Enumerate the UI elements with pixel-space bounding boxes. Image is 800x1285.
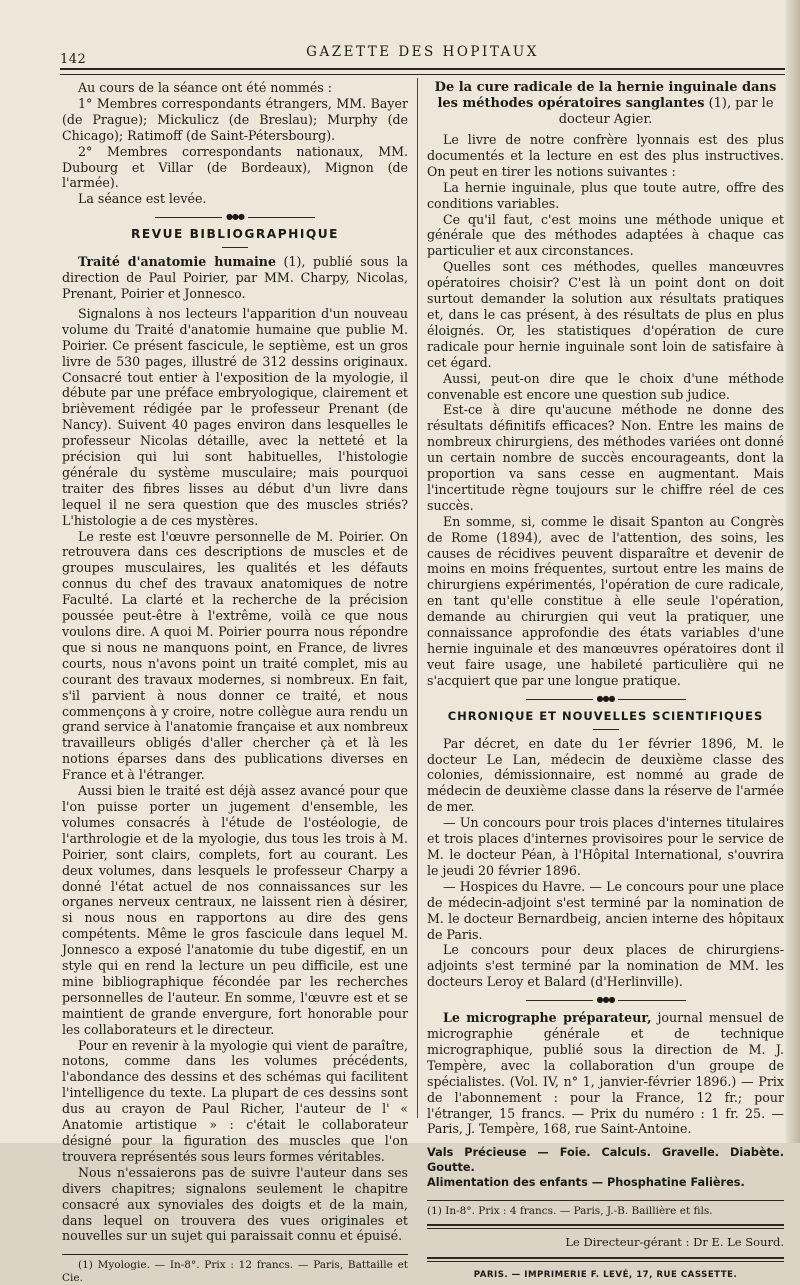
intro-line: Au cours de la séance ont été nommés : (78, 80, 333, 95)
footnote-rule (62, 1254, 408, 1255)
paragraph: Nous n'essaierons pas de suivre l'auteur dans ses divers chapitres; signalons seulement le chapitre consacré aux synoviales des doigts et de la main, dans lequel on trouvera des vues originales et nouvelles sur un sujet qui paraissait connu et épuisé. (62, 1164, 408, 1244)
column-divider (417, 78, 418, 1118)
ornament-divider: ●●● (526, 695, 686, 703)
paragraph: Pour en revenir à la myologie qui vient de paraître, notons, comme dans les volumes précédents, l'abondance des dessins et des schémas qui facilitent l'intelligence du texte. La plupart de ces dessins sont dus au crayon de Paul Richer, l'auteur de l' « Anatomie artistique » : c'était le collaborateur désigné pour la figuration des muscles que l'on trouvera représentés sous leurs formes véritables. (62, 1037, 408, 1164)
news-item: — Hospices du Havre. — Le concours pour une place de médecin-adjoint s'est terminé par la nomination de M. le docteur Bernardbeig, ancien interne des hôpitaux de Paris. (427, 878, 784, 942)
micrographe-text: journal mensuel de micrographie générale et de technique micrographique, publié sous la direction de M. J. Tempère, avec la collaboration d'un groupe de spécialistes. (Vol. IV, n° 1, janvier-février 1896.) — Prix de l'abonnement : pour la France, 12 fr.; pour l'étranger, 15 francs. — Prix du numéro : 1 fr. 25. — Paris, J. Tempère, 168, rue Saint-Antoine. (427, 1010, 784, 1137)
page-number: 142 (60, 52, 87, 67)
paragraph: En somme, si, comme le disait Spanton au Congrès de Rome (1894), avec de l'attention, des soins, les causes de récidives peuvent disparaître et devenir de moins en moins fréquentes, surtout entre les mains de chirurgiens expérimentés, l'opération de cure radicale, en tant qu'elle constitue à elle seule l'opération, demande au chirurgien qui veut la pratiquer, une connaissance approfondie des états variables d'une hernie inguinale et des manœuvres opératoires dont il veut faire usage, une habileté particulière qui ne s'acquiert que par une longue pratique. (427, 513, 784, 688)
footer-rule (427, 1224, 784, 1229)
article-title-rest: (1), publié sous la direction de Paul Poirier, par MM. Charpy, Nicolas, Prenant, Poirier et Jonnesco. (62, 254, 408, 301)
ornament-divider: ●●● (526, 996, 686, 1004)
right-column (427, 80, 784, 1281)
news-item: Par décret, en date du 1er février 1896, M. le docteur Le Lan, médecin de deuxième classe des colonies, démissionnaire, est nommé au grade de médecin de deuxième classe dans la réserve de l'armée de mer. (427, 735, 784, 815)
ad-line-alimentation: Alimentation des enfants — Phosphatine Falières. (427, 1176, 745, 1190)
news-item: — Un concours pour trois places d'internes titulaires et trois places d'internes provisoires pour le service de M. le docteur Péan, à l'Hôpital International, s'ouvrira le jeudi 20 février 1896. (427, 815, 784, 878)
article-title-rest-right: (1), par le docteur Agier. (558, 96, 774, 127)
intro-line: La séance est levée. (78, 191, 207, 207)
paragraph: Aussi, peut-on dire que le choix d'une méthode convenable est encore une question sub judice. (427, 370, 784, 402)
micrographe-title: Le micrographe préparateur, (443, 1010, 652, 1026)
intro-line: 2° Membres correspondants nationaux, MM. Dubourg et Villar (de Bordeaux), Mignon (de l'armée). (62, 143, 408, 191)
article-heading (62, 254, 408, 302)
news-item: Le concours pour deux places de chirurgiens-adjoints s'est terminé par la nomination de MM. les docteurs Leroy et Balard (d'Herlinville). (427, 942, 784, 990)
section-title-chronique: CHRONIQUE ET NOUVELLES SCIENTIFIQUES (447, 708, 764, 723)
paragraph: Aussi bien le traité est déjà assez avancé pour que l'on puisse porter un jugement d'ensemble, les volumes consacrés à l'étude de l'ostéologie, de l'arthrologie et de la myologie, dus tous les trois à M. Poirier, sont clairs, complets, fort au courant. Les deux volumes, dans lesquels le professeur Charpy a donné l'état actuel de nos connaissances sur les organes nerveux centraux, ne laissent rien à désirer, si nous nous en rapportons au dire des gens compétents. Même le gros fascicule dans lequel M. Jonnesco a exposé l'anatomie du tube digestif, en un style qui en rend la lecture un peu difficile, est une mine bibliographique fécondée par les recherches personnelles de l'auteur. En somme, l'œuvre est et se maintient de grande envergure, fort honorable pour les collaborateurs et le directeur. (62, 783, 408, 1037)
journal-title: GAZETTE DES HOPITAUX (306, 44, 539, 60)
article-heading-right (427, 80, 784, 128)
paragraph: La hernie inguinale, plus que toute autre, offre des conditions variables. (427, 179, 784, 211)
footnote: (1) Myologie. — In-8°. Prix : 12 francs. — Paris, Battaille et Cie. (62, 1259, 408, 1285)
paragraph: Le reste est l'œuvre personnelle de M. Poirier. On retrouvera dans ces descriptions de muscles et de groupes musculaires, les qualités et les défauts connus du chef des travaux anatomiques de notre Faculté. La clarté et la recherche de la précision poussée peut-être à l'extrême, voilà ce que nous voulons dire. A quoi M. Poirier pourra nous répondre que si nous ne manquons point, en France, de livres courts, nous n'avons point un traité complet, mis au courant des travaux modernes, si nombreux. En fait, s'il parvient à nous donner ce traité, et nous commençons à y croire, notre collègue aura rendu un grand service à l'anatomie française et aux nombreux travailleurs obligés d'aller chercher çà et là les notions éparses dans des publications diverses en France et à l'étranger. (62, 528, 408, 783)
footnote-rule (427, 1200, 784, 1201)
left-column (62, 80, 408, 1285)
imprint-line: PARIS. — IMPRIMERIE F. LEVÉ, 17, RUE CASSETTE. (473, 1270, 738, 1281)
ad-line-vals: Vals Précieuse — Foie. Calculs. Gravelle. Diabète. Goutte. (427, 1146, 784, 1175)
paragraph: Est-ce à dire qu'aucune méthode ne donne des résultats définitifs efficaces? Non. Entre les mains de nombreux chirurgiens, des méthodes variées ont donné un certain nombre de succès encourageants, dont la proportion va sans cesse en augmentant. Mais l'incertitude règne toujours sur le chiffre réel de ces succès. (427, 402, 784, 513)
paragraph: Signalons à nos lecteurs l'apparition d'un nouveau volume du Traité d'anatomie humaine que publie M. Poirier. Ce présent fascicule, le septième, est un gros livre de 530 pages, illustré de 312 dessins originaux. Consacré tout entier à l'exposition de la myologie, il débute par une préface embryologique, clairement et brièvement rédigée par le professeur Prenant (de Nancy). Suivent 40 pages environ dans lesquelles le professeur Nicolas détaille, avec la netteté et la précision qui lui sont habituelles, l'histologie générale du système musculaire; mais pourquoi traiter des fibres lisses au début d'un livre dans lequel il ne sera question que des muscles striés? L'histologie a de ces mystères. (62, 305, 408, 528)
paragraph: Ce qu'il faut, c'est moins une méthode unique et générale que des méthodes adaptées à chaque cas particulier et aux circonstances. (427, 211, 784, 259)
article-title: Traité d'anatomie humaine (78, 254, 276, 270)
ornament-divider: ●●● (155, 213, 315, 221)
section-title-revue: REVUE BIBLIOGRAPHIQUE (131, 227, 339, 242)
page-edge-shadow (786, 0, 800, 1143)
short-rule (222, 247, 248, 248)
footer-rule (427, 1257, 784, 1262)
micrographe-notice (427, 1010, 784, 1137)
footnote-right: (1) In-8°. Prix : 4 francs. — Paris, J.-B. Baillière et fils. (427, 1205, 713, 1218)
header-rule (60, 68, 785, 75)
intro-line: 1° Membres correspondants étrangers, MM. Bayer (de Prague); Mickulicz (de Breslau); Murphy (de Chicago); Ratimoff (de Saint-Pétersbourg). (62, 95, 408, 143)
article-title-right: De la cure radicale de la hernie inguinale dans les méthodes opératoires sanglantes (434, 80, 777, 111)
short-rule (593, 729, 619, 730)
directeur-gerant: Le Directeur-gérant : Dr E. Le Sourd. (565, 1235, 784, 1250)
advertisements (427, 1145, 784, 1190)
page-header (60, 44, 785, 70)
paragraph: Le livre de notre confrère lyonnais est des plus documentés et la lecture en est des plus instructives. On peut en tirer les notions suivantes : (427, 132, 784, 179)
paragraph: Quelles sont ces méthodes, quelles manœuvres opératoires choisir? C'est là un point dont on doit surtout demander la solution aux résultats pratiques et, dans le cas présent, à des résultats de plus en plus éloignés. Or, les statistiques d'opération de cure radicale pour hernie inguinale sont loin de satisfaire à cet égard. (427, 259, 784, 370)
